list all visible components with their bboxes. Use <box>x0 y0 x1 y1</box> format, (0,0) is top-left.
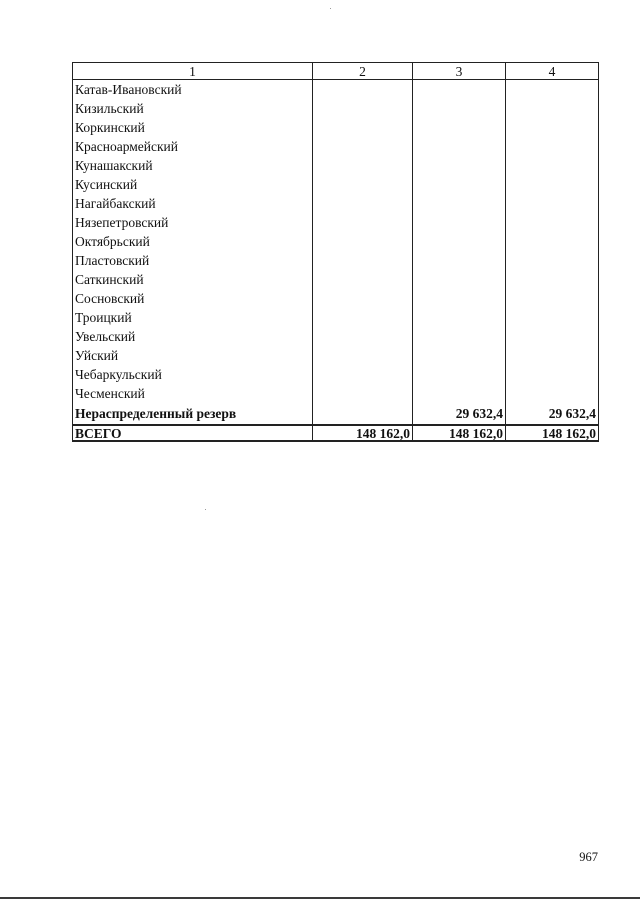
cell-col-4 <box>506 213 599 232</box>
cell-col-3 <box>413 156 506 175</box>
cell-col-4 <box>506 346 599 365</box>
cell-col-4 <box>506 118 599 137</box>
reserve-col-4: 29 632,4 <box>506 403 599 425</box>
budget-table <box>72 62 599 442</box>
cell-col-3 <box>413 346 506 365</box>
cell-col-3 <box>413 194 506 213</box>
column-number-row <box>73 63 599 80</box>
district-name: Троицкий <box>73 308 313 327</box>
cell-col-3 <box>413 99 506 118</box>
scan-speck <box>330 8 331 9</box>
district-name: Саткинский <box>73 270 313 289</box>
cell-col-4 <box>506 156 599 175</box>
cell-col-2 <box>313 365 413 384</box>
total-col-4: 148 162,0 <box>506 425 599 441</box>
cell-col-2 <box>313 80 413 100</box>
cell-col-2 <box>313 99 413 118</box>
table-row <box>73 80 599 100</box>
scan-speck <box>205 509 206 510</box>
cell-col-2 <box>313 194 413 213</box>
reserve-label: Нераспределенный резерв <box>73 403 313 425</box>
cell-col-2 <box>313 175 413 194</box>
table-row <box>73 327 599 346</box>
cell-col-2 <box>313 118 413 137</box>
table-row <box>73 232 599 251</box>
table-row <box>73 289 599 308</box>
district-name: Уйский <box>73 346 313 365</box>
table-row <box>73 384 599 403</box>
total-label: ВСЕГО <box>73 425 313 441</box>
table-row <box>73 251 599 270</box>
district-name: Нязепетровский <box>73 213 313 232</box>
district-name: Кусинский <box>73 175 313 194</box>
district-name: Чесменский <box>73 384 313 403</box>
total-col-3: 148 162,0 <box>413 425 506 441</box>
table-row <box>73 137 599 156</box>
unallocated-reserve-row <box>73 403 599 425</box>
cell-col-4 <box>506 327 599 346</box>
cell-col-3 <box>413 251 506 270</box>
cell-col-4 <box>506 80 599 100</box>
table-row <box>73 270 599 289</box>
cell-col-2 <box>313 251 413 270</box>
cell-col-4 <box>506 384 599 403</box>
cell-col-3 <box>413 232 506 251</box>
cell-col-4 <box>506 232 599 251</box>
total-col-2: 148 162,0 <box>313 425 413 441</box>
table-row <box>73 99 599 118</box>
cell-col-2 <box>313 327 413 346</box>
table-row <box>73 346 599 365</box>
district-name: Кизильский <box>73 99 313 118</box>
cell-col-2 <box>313 213 413 232</box>
cell-col-3 <box>413 327 506 346</box>
district-name: Сосновский <box>73 289 313 308</box>
cell-col-2 <box>313 346 413 365</box>
cell-col-2 <box>313 308 413 327</box>
district-name: Чебаркульский <box>73 365 313 384</box>
cell-col-3 <box>413 175 506 194</box>
cell-col-3 <box>413 137 506 156</box>
cell-col-4 <box>506 270 599 289</box>
cell-col-3 <box>413 384 506 403</box>
column-header-3: 3 <box>413 63 506 80</box>
page-number: 967 <box>579 850 598 864</box>
district-name: Пластовский <box>73 251 313 270</box>
reserve-col-2 <box>313 403 413 425</box>
district-name: Нагайбакский <box>73 194 313 213</box>
cell-col-3 <box>413 270 506 289</box>
table-row <box>73 213 599 232</box>
table-row <box>73 365 599 384</box>
district-name: Октябрьский <box>73 232 313 251</box>
table-row <box>73 308 599 327</box>
cell-col-4 <box>506 194 599 213</box>
table-row <box>73 118 599 137</box>
cell-col-4 <box>506 99 599 118</box>
district-name: Катав-Ивановский <box>73 80 313 100</box>
district-name: Красноармейский <box>73 137 313 156</box>
bottom-scan-edge <box>0 897 640 899</box>
cell-col-3 <box>413 289 506 308</box>
district-name: Коркинский <box>73 118 313 137</box>
column-header-4: 4 <box>506 63 599 80</box>
table-row <box>73 175 599 194</box>
cell-col-4 <box>506 289 599 308</box>
district-name: Увельский <box>73 327 313 346</box>
reserve-col-3: 29 632,4 <box>413 403 506 425</box>
district-name: Кунашакский <box>73 156 313 175</box>
cell-col-3 <box>413 308 506 327</box>
column-header-2: 2 <box>313 63 413 80</box>
cell-col-3 <box>413 80 506 100</box>
table-row <box>73 156 599 175</box>
cell-col-4 <box>506 137 599 156</box>
cell-col-2 <box>313 232 413 251</box>
cell-col-3 <box>413 118 506 137</box>
cell-col-3 <box>413 213 506 232</box>
cell-col-2 <box>313 156 413 175</box>
column-header-1: 1 <box>73 63 313 80</box>
table-row <box>73 194 599 213</box>
cell-col-4 <box>506 365 599 384</box>
cell-col-2 <box>313 270 413 289</box>
cell-col-4 <box>506 251 599 270</box>
cell-col-2 <box>313 384 413 403</box>
cell-col-4 <box>506 308 599 327</box>
cell-col-2 <box>313 289 413 308</box>
total-row <box>73 425 599 441</box>
cell-col-3 <box>413 365 506 384</box>
cell-col-2 <box>313 137 413 156</box>
cell-col-4 <box>506 175 599 194</box>
